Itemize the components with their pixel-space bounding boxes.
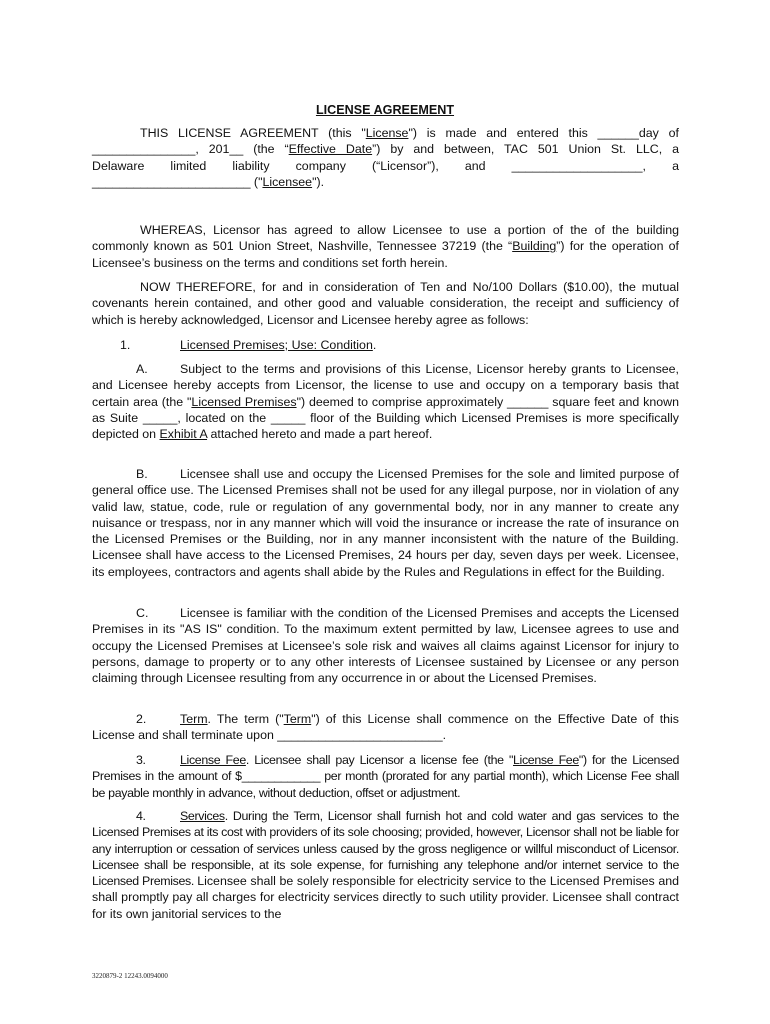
intro-text: _______________________ (" [92,174,263,189]
intro-line-1 [92,125,679,141]
intro-text: ”) by and between, TAC 501 Union St. LLC, a [372,142,679,157]
paragraph-b [92,466,679,580]
paragraph-text: Subject to the terms and provisions of this License, Licensor hereby grants to Licensee, and Licensee hereby accepts from Licensor, the license to use and occupy on a temporary basis that certain area (the " [92,362,679,409]
section-1-heading [92,337,679,353]
paragraph-letter: C. [136,606,149,620]
paragraph-text: Licensee is familiar with the condition of the Licensed Premises and accepts the Licensed Premises in its "AS IS" condition. To the maximum extent permitted by law, Licensee agrees to use and occupy the Licensed Premises at Licensee’s sole risk and waives all claims against Licensor for injury to persons, damage to property or to any other interests of Licensee sustained by Licensee or any person claiming through Licensee resulting from any occurrence in or about the Licensed Premises. [92,606,679,686]
section-heading: Services [180,809,225,823]
document-footer-id: 3220879-2 12243.0094000 [92,972,168,980]
section-heading: Term [180,712,208,726]
section-heading: Licensed Premises; Use: Condition [180,338,373,352]
document-title: LICENSE AGREEMENT [315,103,455,117]
paragraph-c [92,605,679,686]
section-text: . The term (" [207,712,284,726]
section-text: Licensee shall be solely responsible for electricity service to the Licensed Premises and shall promptly pay all charges for electricity services directly to such utility provider. Licensee shall contract for its own janitorial services to the [92,874,679,921]
now-therefore-paragraph [92,279,679,328]
intro-text: "). [312,174,325,189]
section-4 [92,808,679,922]
intro-paragraph [92,125,679,190]
section-3 [92,752,679,801]
intro-line-4 [92,174,679,190]
paragraph-letter: B. [136,467,148,481]
section-number: 1. [120,338,131,352]
paragraph-text: ") deemed to comprise approximately ______ square feet and known as Suite _____, located on the _____ floor of the Building which Licensed Premises is more specifically depicted on [92,394,680,442]
defined-term-building: Building [512,239,557,254]
paragraph-letter: A. [136,362,148,376]
section-2 [92,711,679,744]
defined-term-effective-date: Effective Date [288,142,373,157]
intro-text: _______________, 201__ (the “ [92,142,289,157]
section-text: ") of this License shall commence on the Effective Date of this License and shall terminate upon ________________________. [92,712,679,743]
section-text: . During the Term, Licensor shall furnish hot and cold water and gas services to the Licensed Premises at its cost with providers of its sole choosing; provided, however, Licensor shall not be liable for any interruption or cessation of services unless caused by the gross negligence or willful misconduct of Licensor. Licensee shall be responsible, at its sole expense, for furnishing any telephone and/or internet service to the Licensed Premises. [92,809,679,889]
paragraph-text: Licensee shall use and occupy the Licensed Premises for the sole and limited purpose of general office use. The Licensed Premises shall not be used for any illegal purpose, nor in violation of any valid law, statue, code, rule or regulation of any governmental body, nor in any manner to create any nuisance or trespass, nor in any manner which will void the insurance or increase the rate of insurance on the Licensed Premises or the Building, nor in any manner inconsistent with the nature of the Building. Licensee shall have access to the Licensed Premises, 24 hours per day, seven days per week. Licensee, its employees, contractors and agents shall abide by the Rules and Regulations in effect for the Building. [92,467,679,579]
now-therefore-text: NOW THEREFORE, for and in consideration of Ten and No/100 Dollars ($10.00), the mutual covenants herein contained, and other good and valuable consideration, the receipt and sufficiency of which is hereby acknowledged, Licensor and Licensee hereby agree as follows: [92,280,679,327]
defined-term-licensed-premises: Licensed Premises [191,394,297,409]
defined-term-term: Term [283,712,312,726]
defined-term-licensee: Licensee [262,174,313,189]
intro-line-3: Delaware limited liability company (“Licensor”), and ___________________, a [92,158,679,173]
section-number: 4. [136,809,146,823]
paragraph-text: attached hereto and made a part hereof. [207,427,433,442]
section-text: . Licensee shall pay Licensor a license fee (the " [245,753,514,767]
paragraph-a [92,361,679,442]
section-heading-end: . [372,338,377,352]
section-heading: License Fee [180,753,246,767]
section-number: 2. [136,712,147,726]
defined-term-license: License [365,126,409,140]
intro-text: THIS LICENSE AGREEMENT (this " [140,126,366,140]
whereas-text: ”) for the operation of Licensee’s business on the terms and conditions set forth herein. [92,239,679,270]
exhibit-reference: Exhibit A [159,427,208,442]
section-number: 3. [136,753,146,767]
whereas-paragraph [92,222,679,271]
defined-term-license-fee: License Fee [513,753,579,767]
section-text: ") for the Licensed Premises in the amount of $____________ per month (prorated for any partial month), which License Fee shall be payable monthly in advance, without deduction, offset or adjustment. [92,753,680,800]
intro-text: ") is made and entered this ______day of [408,126,679,140]
intro-line-2 [92,141,679,157]
whereas-text: WHEREAS, Licensor has agreed to allow Licensee to use a portion of the of the building commonly known as 501 Union Street, Nashville, Tennessee 37219 (the “ [92,223,679,254]
